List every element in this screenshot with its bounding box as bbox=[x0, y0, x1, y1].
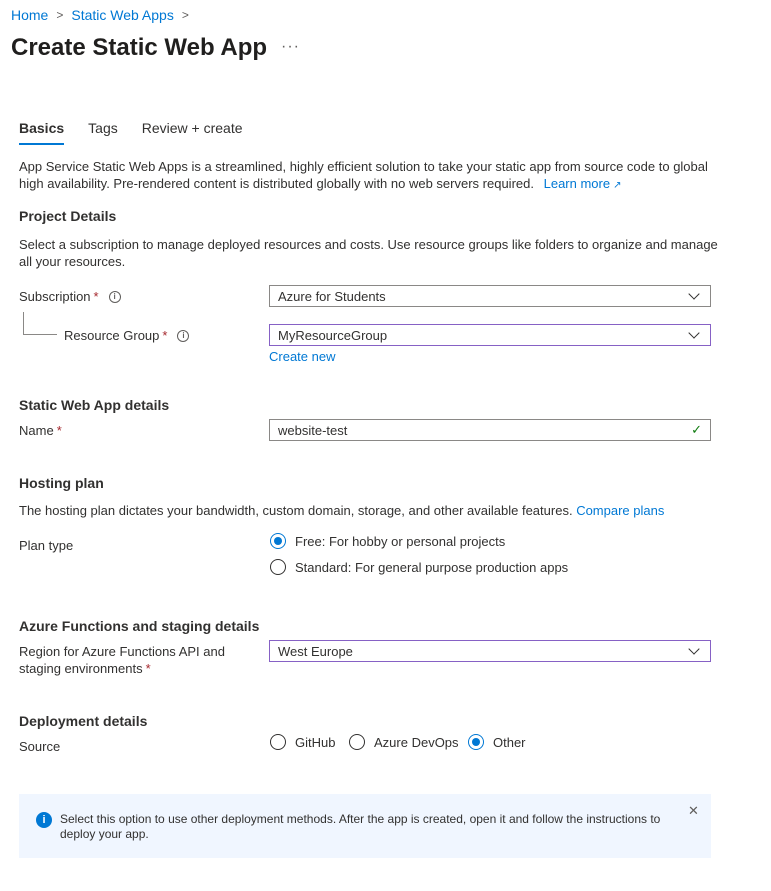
hosting-plan-text: The hosting plan dictates your bandwidth, custom domain, storage, and other available features. bbox=[19, 503, 573, 518]
breadcrumb-home-link[interactable]: Home bbox=[11, 7, 49, 23]
plan-type-label: Plan type bbox=[19, 538, 74, 553]
project-details-description: Select a subscription to manage deployed resources and costs. Use resource groups like folders to organize and manage all your resources. bbox=[19, 237, 718, 269]
radio-unselected-icon[interactable] bbox=[270, 559, 286, 575]
hosting-plan-description bbox=[19, 502, 719, 519]
subscription-label bbox=[19, 289, 121, 304]
tab-bar bbox=[19, 120, 267, 145]
plan-free-option[interactable] bbox=[270, 533, 505, 549]
project-details-heading: Project Details bbox=[19, 208, 117, 224]
region-label bbox=[19, 643, 249, 677]
more-options-icon[interactable]: ··· bbox=[281, 38, 300, 55]
plan-standard-option[interactable] bbox=[270, 559, 568, 575]
resource-group-label-text: Resource Group bbox=[64, 328, 160, 343]
radio-unselected-icon[interactable] bbox=[349, 734, 365, 750]
info-icon: i bbox=[36, 812, 52, 828]
compare-plans-link[interactable]: Compare plans bbox=[576, 503, 665, 518]
hosting-plan-heading: Hosting plan bbox=[19, 475, 104, 491]
required-mark: * bbox=[93, 289, 99, 304]
functions-heading: Azure Functions and staging details bbox=[19, 618, 260, 634]
region-dropdown[interactable] bbox=[269, 640, 711, 662]
tab-tags[interactable]: Tags bbox=[88, 120, 118, 136]
chevron-right-icon: > bbox=[181, 8, 189, 22]
radio-selected-icon[interactable] bbox=[468, 734, 484, 750]
chevron-down-icon bbox=[688, 288, 699, 299]
region-value: West Europe bbox=[278, 643, 353, 659]
info-icon[interactable]: i bbox=[109, 291, 121, 303]
info-icon[interactable]: i bbox=[177, 330, 189, 342]
chevron-down-icon bbox=[688, 643, 699, 654]
plan-standard-label: Standard: For general purpose production apps bbox=[295, 559, 569, 575]
intro-text: App Service Static Web Apps is a streamlined, highly efficient solution to take your static app from source code to global high availability. Pre-rendered content is distributed globally with no web servers required. bbox=[19, 159, 708, 191]
required-mark: * bbox=[56, 423, 62, 438]
intro-paragraph bbox=[19, 158, 719, 194]
tree-connector-vertical bbox=[23, 312, 24, 334]
source-azure-devops-label: Azure DevOps bbox=[374, 734, 459, 750]
learn-more-link[interactable] bbox=[544, 176, 622, 191]
region-label-line-2-text: staging environments bbox=[19, 661, 143, 676]
tree-connector-horizontal bbox=[23, 334, 57, 335]
radio-selected-icon[interactable] bbox=[270, 533, 286, 549]
close-icon[interactable]: ✕ bbox=[688, 803, 699, 818]
name-input[interactable] bbox=[269, 419, 711, 441]
chevron-right-icon: > bbox=[56, 8, 64, 22]
page-title: Create Static Web App bbox=[11, 34, 268, 61]
source-azure-devops-option[interactable] bbox=[349, 734, 459, 750]
region-label-line-1: Region for Azure Functions API and bbox=[19, 644, 225, 659]
source-github-option[interactable] bbox=[270, 734, 335, 750]
name-value: website-test bbox=[278, 422, 348, 438]
learn-more-label: Learn more bbox=[543, 176, 611, 191]
subscription-label-text: Subscription bbox=[19, 289, 91, 304]
required-mark: * bbox=[145, 661, 151, 676]
tab-review-create[interactable]: Review + create bbox=[141, 120, 243, 136]
radio-unselected-icon[interactable] bbox=[270, 734, 286, 750]
tab-basics[interactable]: Basics bbox=[19, 120, 64, 145]
resource-group-value: MyResourceGroup bbox=[278, 327, 388, 343]
region-label-line-2 bbox=[19, 660, 249, 677]
subscription-value: Azure for Students bbox=[278, 288, 386, 304]
chevron-down-icon bbox=[688, 327, 699, 338]
external-link-icon: ↗ bbox=[613, 180, 622, 191]
source-github-label: GitHub bbox=[295, 734, 336, 750]
plan-free-label: Free: For hobby or personal projects bbox=[295, 533, 506, 549]
deployment-heading: Deployment details bbox=[19, 713, 148, 729]
name-label-text: Name bbox=[19, 423, 54, 438]
required-mark: * bbox=[162, 328, 168, 343]
source-label: Source bbox=[19, 739, 61, 754]
app-details-heading: Static Web App details bbox=[19, 397, 170, 413]
breadcrumb bbox=[11, 7, 197, 23]
name-label bbox=[19, 423, 62, 438]
subscription-dropdown[interactable] bbox=[269, 285, 711, 307]
source-other-label: Other bbox=[493, 734, 526, 750]
info-banner-text: Select this option to use other deployment methods. After the app is created, open it and follow the instructions to deploy your app. bbox=[60, 812, 661, 841]
resource-group-dropdown[interactable] bbox=[269, 324, 711, 346]
resource-group-label bbox=[64, 328, 189, 343]
source-other-option[interactable] bbox=[468, 734, 526, 750]
create-new-link[interactable]: Create new bbox=[269, 349, 336, 364]
breadcrumb-static-web-apps-link[interactable]: Static Web Apps bbox=[71, 7, 174, 23]
checkmark-icon: ✓ bbox=[691, 422, 702, 437]
